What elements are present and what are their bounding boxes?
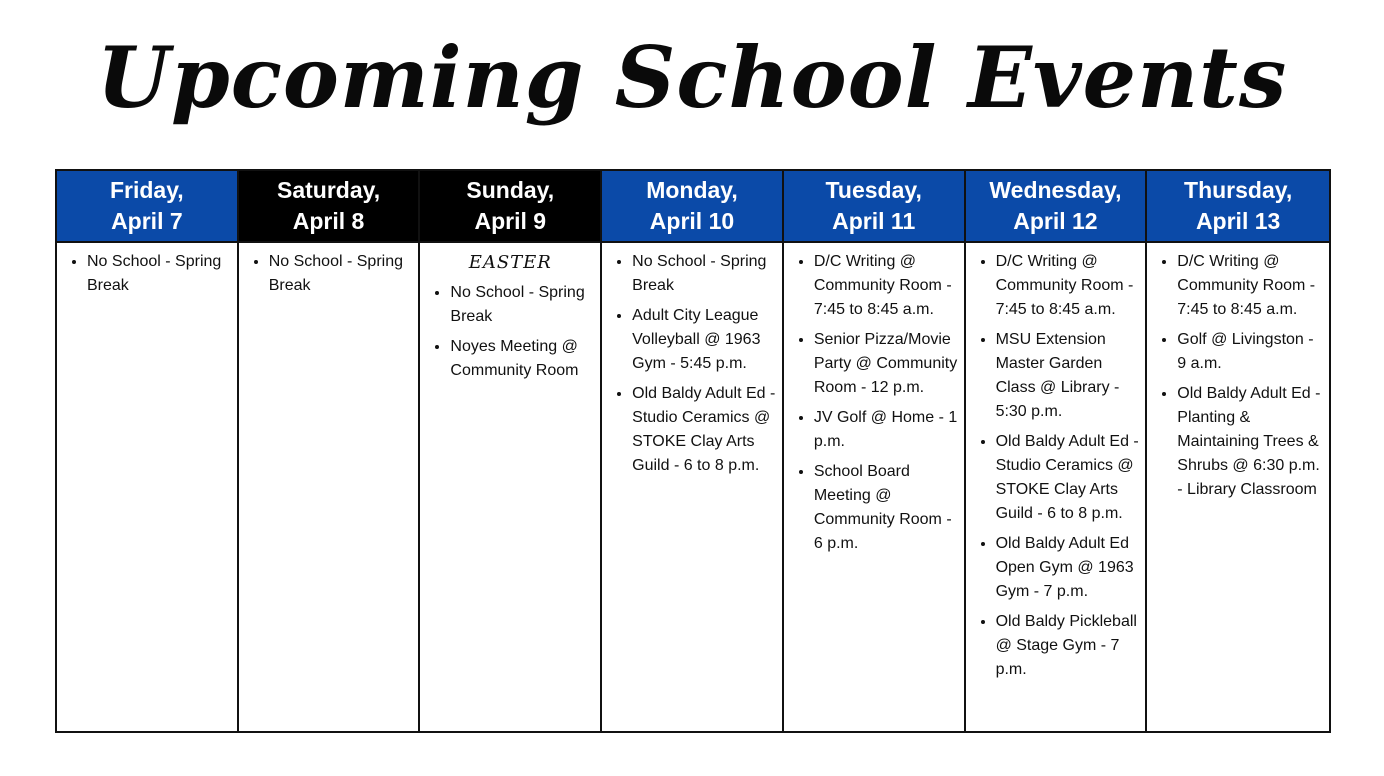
day-events [966, 243, 1146, 731]
day-weekday: Friday, [109, 177, 184, 203]
day-weekday: Monday, [646, 177, 738, 203]
day-events [57, 243, 237, 731]
day-weekday: Sunday, [466, 177, 555, 203]
event-item: • No School - Spring Break [450, 281, 596, 329]
event-list [424, 281, 596, 383]
day-column [239, 171, 421, 731]
page-title: Upcoming School Events [96, 28, 1288, 127]
event-item: • Golf @ Livingston - 9 a.m. [1177, 328, 1325, 376]
day-events [602, 243, 782, 731]
day-column [1147, 171, 1329, 731]
day-column [784, 171, 966, 731]
day-weekday: Thursday, [1184, 177, 1293, 203]
day-header [784, 171, 964, 243]
day-column [420, 171, 602, 731]
day-events [239, 243, 419, 731]
day-date: April 7 [111, 208, 183, 234]
day-header [1147, 171, 1329, 243]
day-events [420, 243, 600, 731]
day-header [966, 171, 1146, 243]
event-item: • Old Baldy Pickleball @ Stage Gym - 7 p.m. [996, 610, 1142, 682]
day-weekday: Tuesday, [825, 177, 922, 203]
day-events [1147, 243, 1329, 731]
event-item: • No School - Spring Break [632, 250, 778, 298]
event-list [61, 250, 233, 298]
day-column [57, 171, 239, 731]
day-date: April 8 [292, 208, 365, 234]
day-weekday: Wednesday, [989, 177, 1122, 203]
day-date: April 13 [1195, 208, 1281, 234]
event-item: • D/C Writing @ Community Room - 7:45 to 8:45 a.m. [996, 250, 1142, 322]
day-date: April 11 [832, 208, 916, 234]
event-item: • Noyes Meeting @ Community Room [450, 335, 596, 383]
events-calendar [55, 169, 1331, 733]
day-header [420, 171, 600, 243]
day-date: April 10 [649, 208, 735, 234]
day-weekday: Saturday, [277, 177, 381, 203]
event-item: • Old Baldy Adult Ed - Studio Ceramics @ STOKE Clay Arts Guild - 6 to 8 p.m. [632, 382, 778, 478]
event-item: • Old Baldy Adult Ed Open Gym @ 1963 Gym - 7 p.m. [996, 532, 1142, 604]
event-list [788, 250, 960, 556]
holiday-label: EASTER [468, 252, 552, 273]
event-list [606, 250, 778, 478]
day-column [602, 171, 784, 731]
day-header [57, 171, 237, 243]
event-item: • D/C Writing @ Community Room - 7:45 to 8:45 a.m. [814, 250, 960, 322]
event-item: • No School - Spring Break [87, 250, 233, 298]
day-column [966, 171, 1148, 731]
day-date: April 12 [1013, 208, 1098, 234]
event-item: • School Board Meeting @ Community Room - 6 p.m. [814, 460, 960, 556]
event-list [1151, 250, 1325, 502]
day-events [784, 243, 964, 731]
event-item: • Old Baldy Adult Ed - Studio Ceramics @ STOKE Clay Arts Guild - 6 to 8 p.m. [996, 430, 1142, 526]
day-header [602, 171, 782, 243]
event-item: • Old Baldy Adult Ed - Planting & Maintaining Trees & Shrubs @ 6:30 p.m. - Library Classroom [1177, 382, 1325, 502]
event-item: • No School - Spring Break [269, 250, 415, 298]
event-item: • D/C Writing @ Community Room - 7:45 to 8:45 a.m. [1177, 250, 1325, 322]
event-list [243, 250, 415, 298]
event-item: • Adult City League Volleyball @ 1963 Gym - 5:45 p.m. [632, 304, 778, 376]
event-item: • MSU Extension Master Garden Class @ Library - 5:30 p.m. [996, 328, 1142, 424]
day-date: April 9 [474, 208, 547, 234]
event-item: • Senior Pizza/Movie Party @ Community Room - 12 p.m. [814, 328, 960, 400]
event-list [970, 250, 1142, 682]
day-header [239, 171, 419, 243]
event-item: • JV Golf @ Home - 1 p.m. [814, 406, 960, 454]
